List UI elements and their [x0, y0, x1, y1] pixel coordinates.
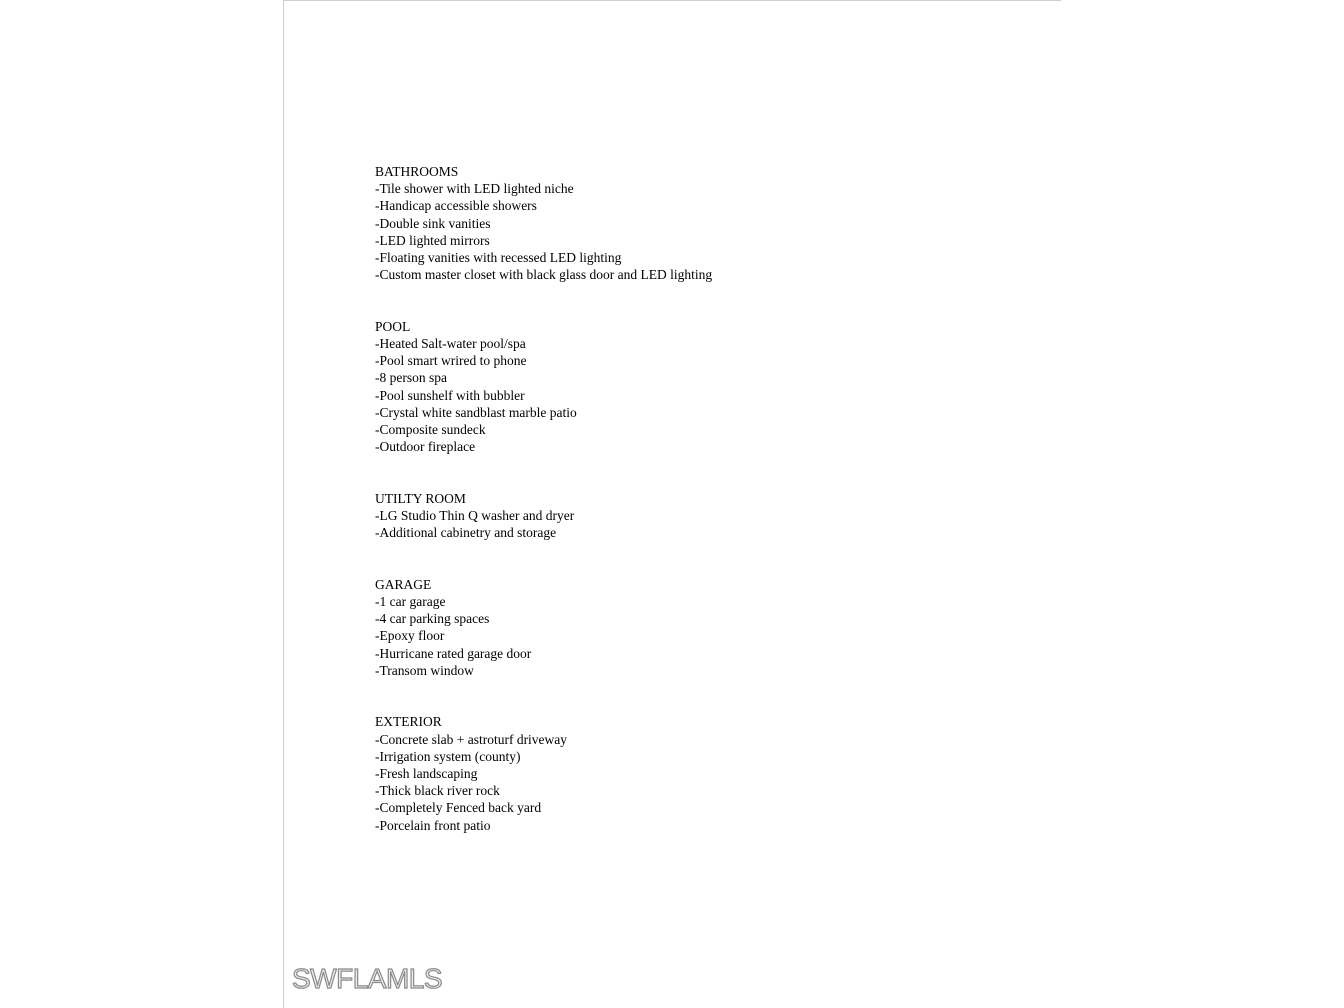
- section-heading: GARAGE: [375, 576, 432, 592]
- section-pool: [375, 318, 975, 456]
- list-item: -Crystal white sandblast marble patio: [375, 404, 577, 420]
- list-item: -Heated Salt-water pool/spa: [375, 336, 526, 352]
- list-item: -Completely Fenced back yard: [375, 800, 542, 816]
- list-item: -Double sink vanities: [375, 215, 491, 231]
- section-heading: EXTERIOR: [375, 714, 442, 730]
- list-item: -Concrete slab + astroturf driveway: [375, 731, 568, 747]
- list-item: -Thick black river rock: [375, 783, 500, 799]
- list-item: -Floating vanities with recessed LED lighting: [375, 250, 622, 266]
- section-utility-room: [375, 490, 975, 542]
- list-item: -Composite sundeck: [375, 422, 486, 438]
- list-item: -Hurricane rated garage door: [375, 645, 532, 661]
- document-content: [375, 163, 975, 868]
- list-item: -Irrigation system (county): [375, 748, 521, 764]
- list-item: -Epoxy floor: [375, 628, 445, 644]
- list-item: -Additional cabinetry and storage: [375, 525, 557, 541]
- watermark-logo: SWFLAMLS: [292, 963, 443, 994]
- list-item: -Handicap accessible showers: [375, 198, 537, 214]
- list-item: -Transom window: [375, 662, 474, 678]
- section-heading: UTILTY ROOM: [375, 490, 466, 506]
- list-item: -Porcelain front patio: [375, 817, 491, 833]
- section-heading: POOL: [375, 318, 411, 334]
- section-heading: BATHROOMS: [375, 164, 459, 179]
- list-item: -Fresh landscaping: [375, 766, 478, 782]
- document-page: [283, 0, 1061, 1008]
- list-item: -Tile shower with LED lighted niche: [375, 181, 574, 197]
- list-item: -LG Studio Thin Q washer and dryer: [375, 508, 575, 524]
- section-garage: [375, 576, 975, 679]
- list-item: -4 car parking spaces: [375, 611, 490, 627]
- list-item: -Pool smart wrired to phone: [375, 353, 527, 369]
- list-item: -Custom master closet with black glass door and LED lighting: [375, 267, 713, 283]
- section-bathrooms: [375, 163, 975, 283]
- list-item: -Pool sunshelf with bubbler: [375, 387, 525, 403]
- list-item: -8 person spa: [375, 370, 447, 386]
- list-item: -Outdoor fireplace: [375, 439, 476, 455]
- list-item: -LED lighted mirrors: [375, 232, 490, 248]
- list-item: -1 car garage: [375, 594, 446, 610]
- section-exterior: [375, 713, 975, 833]
